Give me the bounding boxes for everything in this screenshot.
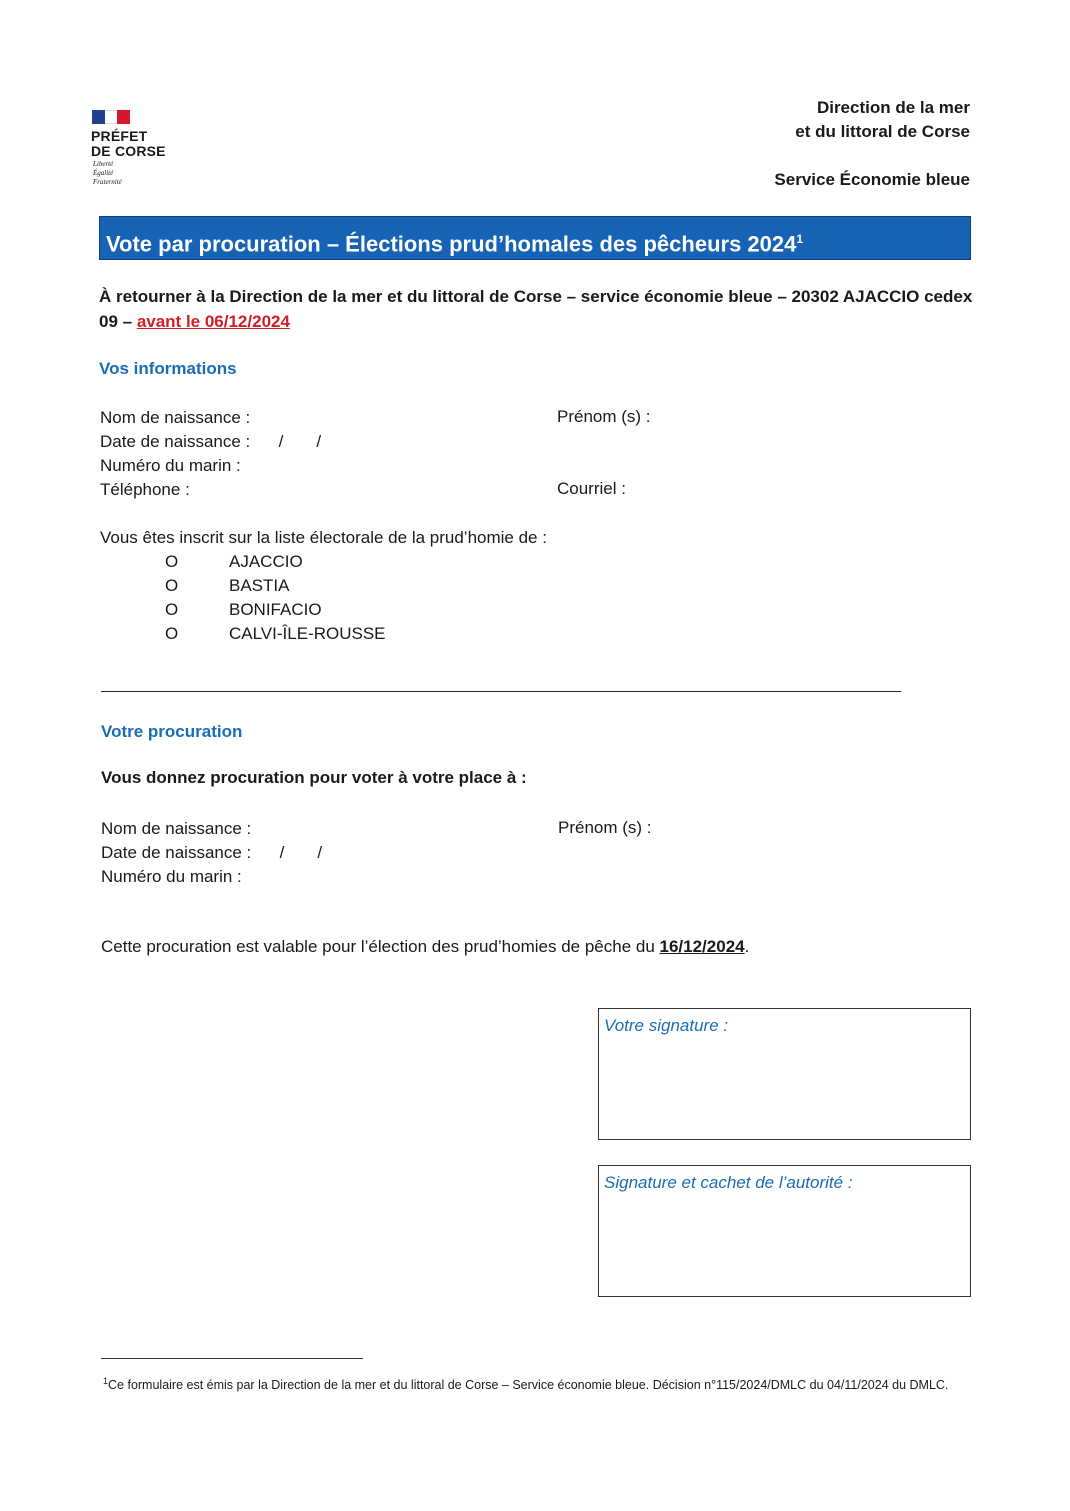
section-heading-proxy: Votre procuration bbox=[101, 722, 243, 741]
return-deadline: avant le 06/12/2024 bbox=[136, 312, 290, 331]
own-signature-label: Votre signature : bbox=[604, 1016, 729, 1035]
option-calvi-label: CALVI-ÎLE-ROUSSE bbox=[229, 624, 386, 643]
option-bonifacio-radio[interactable]: O bbox=[165, 600, 179, 619]
section-divider bbox=[101, 691, 901, 692]
footnote-divider bbox=[101, 1358, 363, 1359]
french-flag-icon bbox=[92, 110, 130, 124]
logo-de-corse: DE CORSE bbox=[91, 143, 166, 159]
title-footnote-ref: 1 bbox=[796, 232, 804, 246]
validity-statement: Cette procuration est valable pour l’élection des prud’homies de pêche du 16/12/2024. bbox=[101, 937, 750, 956]
header-direction-line1: Direction de la mer bbox=[816, 98, 970, 117]
authority-signature-box[interactable] bbox=[598, 1165, 971, 1297]
logo-prefet: PRÉFET bbox=[91, 128, 148, 144]
header-direction-line2: et du littoral de Corse bbox=[795, 122, 970, 141]
header-service: Service Économie bleue bbox=[774, 170, 970, 189]
option-bonifacio-label: BONIFACIO bbox=[229, 600, 322, 619]
footnote-ref: 1 bbox=[103, 1376, 109, 1386]
own-signature-box[interactable] bbox=[598, 1008, 971, 1140]
proxy-intro: Vous donnez procuration pour voter à votre place à : bbox=[101, 768, 527, 787]
proxy-nom-naissance-label: Nom de naissance : bbox=[101, 819, 252, 838]
date-naissance-label: Date de naissance : / / bbox=[100, 432, 322, 451]
option-bastia-label: BASTIA bbox=[229, 576, 290, 595]
option-calvi-radio[interactable]: O bbox=[165, 624, 179, 643]
logo-motto: Liberté Égalité Fraternité bbox=[93, 160, 122, 186]
telephone-label: Téléphone : bbox=[100, 480, 190, 499]
electoral-list-question: Vous êtes inscrit sur la liste électorale de la prud’homie de : bbox=[100, 528, 547, 547]
option-ajaccio-radio[interactable]: O bbox=[165, 552, 179, 571]
proxy-prenom-label: Prénom (s) : bbox=[558, 818, 652, 837]
prenom-label: Prénom (s) : bbox=[557, 407, 651, 426]
proxy-date-naissance-label: Date de naissance : / / bbox=[101, 843, 323, 862]
numero-marin-label: Numéro du marin : bbox=[100, 456, 241, 475]
section-heading-info: Vos informations bbox=[99, 359, 237, 378]
return-instructions: À retourner à la Direction de la mer et du littoral de Corse – service économie bleue – 20302 AJACCIO cedex 09 – avant le 06/12/2024 bbox=[99, 287, 973, 331]
page-title: Vote par procuration – Élections prud’homales des pêcheurs 2024 bbox=[106, 231, 797, 257]
option-bastia-radio[interactable]: O bbox=[165, 576, 179, 595]
nom-naissance-label: Nom de naissance : bbox=[100, 408, 251, 427]
footnote bbox=[103, 1372, 963, 1395]
courriel-label: Courriel : bbox=[557, 479, 626, 498]
option-ajaccio-label: AJACCIO bbox=[229, 552, 303, 571]
authority-signature-label: Signature et cachet de l’autorité : bbox=[604, 1173, 853, 1192]
title-banner bbox=[99, 216, 971, 260]
footnote-text: Ce formulaire est émis par la Direction de la mer et du littoral de Corse – Service économie bleue. Décision n°115/2024/DMLC du 04/11/2024 du DMLC. bbox=[108, 1378, 949, 1393]
proxy-numero-marin-label: Numéro du marin : bbox=[101, 867, 242, 886]
election-date: 16/12/2024 bbox=[659, 937, 745, 956]
